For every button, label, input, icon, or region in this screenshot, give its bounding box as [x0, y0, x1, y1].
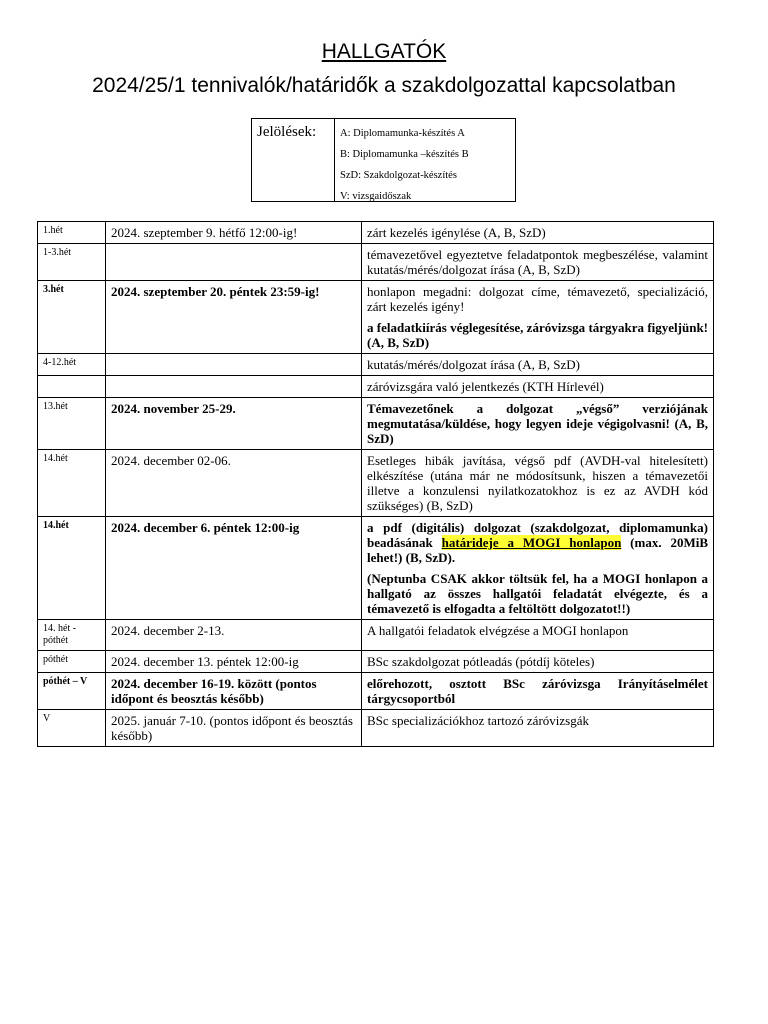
task-text — [367, 520, 708, 565]
week-cell: 14.hét — [38, 517, 106, 620]
legend-item: B: Diplomamunka –készítés B — [340, 149, 469, 160]
table-row — [38, 673, 714, 710]
task-cell: Témavezetőnek a dolgozat „végső” verziójának megmutatása/küldése, hogy legyen ideje végigolvasni! (A, B, SzD) — [362, 398, 714, 450]
task-cell: Esetleges hibák javítása, végső pdf (AVDH-val hitelesített) elkészítése (utána már ne módosítsunk, hiszen a témavezetői illetve a konzulensi nyilatkozatokhoz is ez az AVDH kód szükséges) (B, SzD) — [362, 450, 714, 517]
task-cell: BSc szakdolgozat pótleadás (pótdíj köteles) — [362, 651, 714, 673]
table-row — [38, 222, 714, 244]
date-cell: 2024. december 2-13. — [106, 620, 362, 651]
table-row — [38, 620, 714, 651]
task-cell: előrehozott, osztott BSc záróvizsga Irányításelmélet tárgycsoportból — [362, 673, 714, 710]
legend-item: V: vizsgaidőszak — [340, 191, 412, 202]
table-row — [38, 281, 714, 354]
date-cell: 2024. december 16-19. között (pontos időpont és beosztás később) — [106, 673, 362, 710]
week-cell: V — [38, 710, 106, 747]
table-row — [38, 354, 714, 376]
task-note: a feladatkiírás véglegesítése, záróvizsga tárgyakra figyeljünk! (A, B, SzD) — [367, 320, 708, 350]
task-cell: zárt kezelés igénylése (A, B, SzD) — [362, 222, 714, 244]
legend-box — [251, 118, 516, 202]
task-cell: témavezetővel egyeztetve feladatpontok megbeszélése, valamint kutatás/mérés/dolgozat írása (A, B, SzD) — [362, 244, 714, 281]
task-cell: A hallgatói feladatok elvégzése a MOGI honlapon — [362, 620, 714, 651]
week-cell: 4-12.hét — [38, 354, 106, 376]
table-row — [38, 517, 714, 620]
legend-item: A: Diplomamunka-készítés A — [340, 128, 465, 139]
date-cell — [106, 376, 362, 398]
table-row — [38, 651, 714, 673]
date-cell: 2024. december 02-06. — [106, 450, 362, 517]
table-row — [38, 450, 714, 517]
date-cell — [106, 354, 362, 376]
task-note: (Neptunba CSAK akkor töltsük fel, ha a MOGI honlapon a hallgató az összes hallgatói feladatát elvégezte, és a témavezető is elfogadta a feltöltött dolgozatot!!) — [367, 571, 708, 616]
week-cell: 13.hét — [38, 398, 106, 450]
table-row — [38, 376, 714, 398]
table-row — [38, 710, 714, 747]
page-title: HALLGATÓK — [321, 40, 447, 63]
date-cell: 2024. november 25-29. — [106, 398, 362, 450]
week-cell: 1-3.hét — [38, 244, 106, 281]
date-cell: 2024. szeptember 9. hétfő 12:00-ig! — [106, 222, 362, 244]
table-row — [38, 398, 714, 450]
week-cell: 14. hét - póthét — [38, 620, 106, 651]
week-cell: póthét – V — [38, 673, 106, 710]
date-cell: 2024. december 6. péntek 12:00-ig — [106, 517, 362, 620]
table-row — [38, 244, 714, 281]
legend-item: SzD: Szakdolgozat-készítés — [340, 170, 457, 181]
task-text: honlapon megadni: dolgozat címe, témavezető, specializáció, zárt kezelés igény! — [367, 284, 708, 314]
legend-label: Jelölések: — [252, 119, 335, 201]
week-cell — [38, 376, 106, 398]
date-cell: 2025. január 7-10. (pontos időpont és beosztás később) — [106, 710, 362, 747]
task-text-part: a pdf (digitális) dolgozat (szakdolgozat, diplomamunka) beadásának — [367, 520, 708, 550]
task-cell: kutatás/mérés/dolgozat írása (A, B, SzD) — [362, 354, 714, 376]
highlighted-deadline: határideje a MOGI honlapon — [441, 535, 622, 550]
date-cell: 2024. december 13. péntek 12:00-ig — [106, 651, 362, 673]
task-cell — [362, 281, 714, 354]
week-cell: 3.hét — [38, 281, 106, 354]
task-cell: záróvizsgára való jelentkezés (KTH Hírlevél) — [362, 376, 714, 398]
legend-items — [335, 119, 469, 201]
date-cell: 2024. szeptember 20. péntek 23:59-ig! — [106, 281, 362, 354]
week-cell: 1.hét — [38, 222, 106, 244]
task-cell — [362, 517, 714, 620]
date-cell — [106, 244, 362, 281]
week-cell: póthét — [38, 651, 106, 673]
task-text-part: (max. 20MiB lehet!) (B, SzD). — [367, 535, 708, 565]
schedule-table — [37, 221, 714, 747]
task-cell: BSc specializációkhoz tartozó záróvizsgák — [362, 710, 714, 747]
week-cell: 14.hét — [38, 450, 106, 517]
page-subtitle: 2024/25/1 tennivalók/határidők a szakdolgozattal kapcsolatban — [92, 74, 676, 97]
